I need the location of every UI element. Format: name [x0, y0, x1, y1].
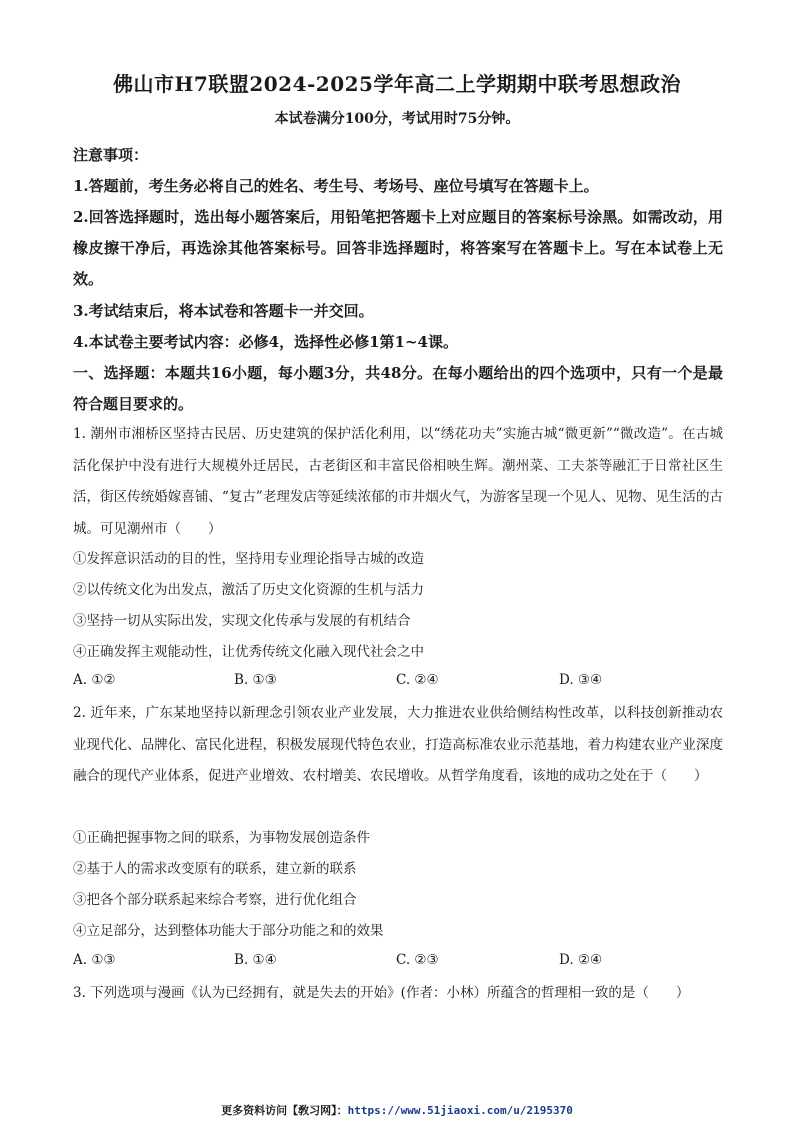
question-2-option-1: ①正确把握事物之间的联系，为事物发展创造条件 [73, 830, 370, 846]
question-2-option-4: ④立足部分，达到整体功能大于部分功能之和的效果 [73, 923, 384, 939]
question-2-choice-b[interactable]: B. ①④ [234, 952, 277, 968]
question-1-stem: 1. 潮州市湘桥区坚持古民居、历史建筑的保护活化利用，以“绣花功夫”实施古城“微更新”“微改造”。在古城活化保护中没有进行大规模外迁居民，古老街区和丰富民俗相映生辉。潮州菜、工夫茶等融汇于日常社区生活，街区传统婚嫁喜铺、“复古”老理发店等延续浓郁的市井烟火气，为游客呈现一个见人、见物、见生活的古城。可见潮州市（ ） [73, 426, 723, 537]
footer-prefix: 更多资料访问【敎习网】： [221, 1104, 348, 1117]
question-3-stem: 3. 下列选项与漫画《认为已经拥有，就是失去的开始》(作者：小林）所蕴含的哲理相一致的是（ ） [73, 985, 690, 1001]
notice-item-3: 3.考试结束后，将本试卷和答题卡一并交回。 [73, 302, 374, 320]
question-2-option-2: ②基于人的需求改变原有的联系，建立新的联系 [73, 861, 357, 877]
question-2-choice-d[interactable]: D. ②④ [559, 952, 603, 968]
question-1-choices [73, 666, 723, 698]
notice-heading: 注意事项： [73, 146, 149, 164]
page-title: 佛山市H7联盟2024-2025学年高二上学期期中联考思想政治 [113, 72, 681, 96]
question-1-choice-a[interactable]: A. ①② [73, 672, 116, 688]
question-2-stem: 2. 近年来，广东某地坚持以新理念引领农业产业发展，大力推进农业供给侧结构性改革，以科技创新推动农业现代化、品牌化、富民化进程，积极发展现代特色农业，打造高标准农业示范基地，着力构建农业产业深度融合的现代产业体系，促进产业增效、农村增美、农民增收。从哲学角度看，该地的成功之处在于（ ） [73, 705, 723, 784]
notice-item-4: 4.本试卷主要考试内容：必修4，选择性必修1第1~4课。 [73, 333, 458, 351]
question-2-choice-c[interactable]: C. ②③ [396, 952, 439, 968]
question-2-choices [73, 946, 723, 978]
exam-subtitle: 本试卷满分100分，考试用时75分钟。 [274, 111, 520, 127]
notice-item-1: 1.答题前，考生务必将自己的姓名、考生号、考场号、座位号填写在答题卡上。 [73, 177, 599, 195]
question-1-option-3: ③坚持一切从实际出发，实现文化传承与发展的有机结合 [73, 613, 411, 629]
question-2-choice-a[interactable]: A. ①③ [73, 952, 116, 968]
question-1-option-4: ④正确发挥主观能动性，让优秀传统文化融入现代社会之中 [73, 644, 424, 660]
question-2-option-3: ③把各个部分联系起来综合考察，进行优化组合 [73, 892, 357, 908]
question-1-choice-d[interactable]: D. ③④ [559, 672, 603, 688]
question-1-choice-b[interactable]: B. ①③ [234, 672, 277, 688]
footer-link[interactable]: https://www.51jiaoxi.com/u/2195370 [347, 1104, 573, 1117]
question-1-choice-c[interactable]: C. ②④ [396, 672, 439, 688]
question-1-option-1: ①发挥意识活动的目的性，坚持用专业理论指导古城的改造 [73, 551, 424, 567]
notice-item-2: 2.回答选择题时，选出每小题答案后，用铅笔把答题卡上对应题目的答案标号涂黑。如需改动，用橡皮擦干净后，再选涂其他答案标号。回答非选择题时，将答案写在答题卡上。写在本试卷上无效。 [73, 208, 723, 288]
section-heading: 一、选择题：本题共16小题，每小题3分，共48分。在每小题给出的四个选项中，只有一个是最符合题目要求的。 [73, 364, 723, 413]
footer [0, 1102, 794, 1118]
question-1-option-2: ②以传统文化为出发点，激活了历史文化资源的生机与活力 [73, 582, 424, 598]
